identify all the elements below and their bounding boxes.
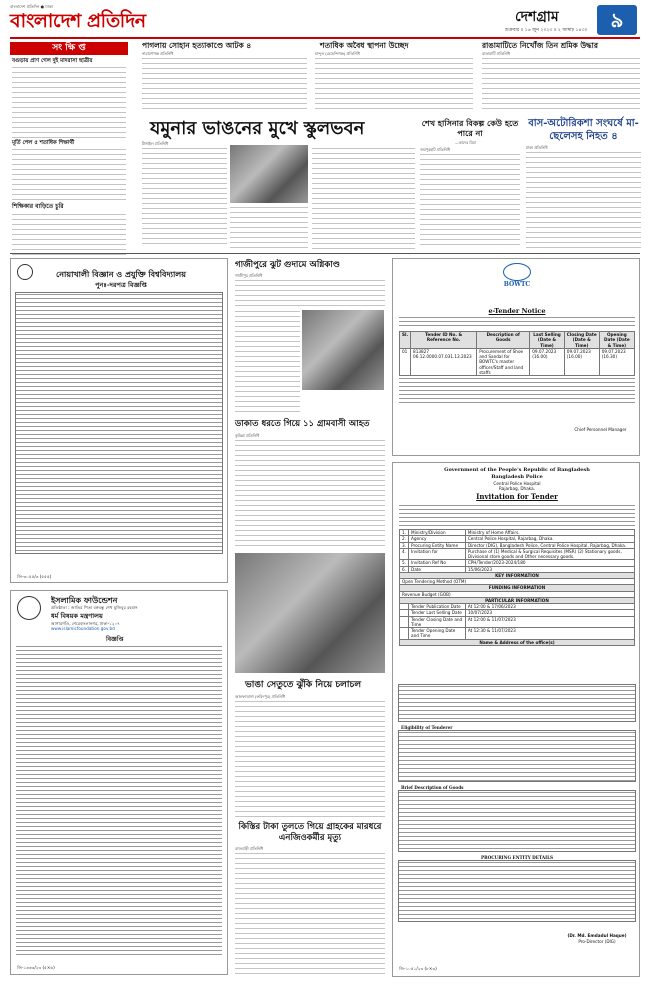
body-bridge (235, 700, 385, 818)
sankhipta-body-2 (12, 148, 126, 200)
police-eligibility: Eligibility of Tenderer (401, 725, 453, 730)
bowtc-col: Description of Goods (477, 332, 530, 349)
police-sign-title: Pro-Director (DIG) (578, 939, 616, 944)
police-sign-name: (Dr. Md. Emdadul Haque) (567, 933, 627, 938)
bowtc-signature: Chief Personnel Manager (574, 427, 627, 432)
police-row-num: 1. (400, 530, 409, 536)
headline-gazipur[interactable]: গাজীপুরে ঝুট গুদামে অগ্নিকাণ্ড (235, 260, 340, 270)
police-table (399, 529, 635, 646)
police-particular: PARTICULAR INFORMATION (400, 597, 635, 603)
if-address: আগারগাঁও, শেরেবাংলানগর, ঢাকা-১২০৭ (51, 621, 121, 626)
police-row-key: Date (409, 566, 466, 572)
byline-pagla: নারায়ণগঞ্জ প্রতিনিধি (142, 51, 174, 56)
headline-bus[interactable]: বাস-অটোরিকশা সংঘর্ষে মা-ছেলেসহ নিহত ৪ (528, 118, 639, 142)
police-row-key: Invitation for (409, 548, 466, 560)
bowtc-org: BOWTC (503, 281, 531, 288)
police-ad[interactable] (392, 462, 640, 977)
police-dept: Bangladesh Police (491, 474, 543, 480)
byline-bus: ঢাকা প্রতিনিধি (526, 145, 548, 150)
bowtc-cell: 09.07.2023 (16.00) (564, 348, 599, 375)
section-title: দেশগ্রাম (515, 9, 559, 25)
if-sub: প্রতিষ্ঠাতা : জাতির পিতা বঙ্গবন্ধু শেখ মুজিবুর রহমান (51, 605, 138, 610)
police-budget: Revenue Budget (GOB) (400, 591, 635, 597)
bowtc-logo-icon (503, 263, 531, 281)
byline-kisti: রাজবাড়ী প্রতিনিধি (235, 846, 264, 851)
nstu-footer: জি-৩০৫৫/৩ (৫৫৫) (17, 574, 52, 579)
police-row-key: Procuring Entity Name (409, 542, 466, 548)
police-title: Invitation for Tender (476, 492, 558, 501)
bowtc-intro (399, 316, 635, 328)
body-sheikh (420, 153, 520, 249)
police-proc-body (399, 861, 635, 921)
police-offices-body (399, 685, 635, 721)
divider-mid (10, 253, 640, 254)
if-ministry: ধর্ম বিষয়ক মন্ত্রণালয় (51, 612, 103, 620)
police-open-value: At 12:30 & 11/07/2023 (465, 628, 634, 640)
photo-school[interactable] (230, 145, 308, 203)
byline-dakat: কুমিল্লা প্রতিনিধি (235, 433, 260, 438)
bowtc-cell: 813827 06.12.0000.07.031.13.2023 (411, 348, 477, 375)
headline-bridge[interactable]: ভাঙা সেতুতে ঝুঁকি নিয়ে চলাচল (245, 680, 362, 690)
police-eligibility-body (399, 731, 635, 781)
police-unit: Central Police Hospital (493, 481, 541, 486)
police-close-value: At 12:00 & 11/07/2023 (465, 616, 634, 628)
nstu-ad[interactable] (10, 258, 228, 583)
body-rangamati (482, 57, 640, 112)
police-offices: Name & Address of the office(s) (400, 639, 635, 645)
police-place: Rajarbag, Dhaka. (498, 486, 536, 491)
body-kisti (235, 852, 385, 977)
headline-century[interactable]: শতাধিক অবৈধ স্থাপনা উচ্ছেদ (320, 41, 409, 50)
byline-gazipur: গাজীপুর প্রতিনিধি (235, 273, 263, 278)
sankhipta-head-1: বগুড়ায় প্রাণ গেল দুই মাদরাসা ছাত্রীর (12, 58, 93, 64)
body-bus (526, 151, 641, 249)
headline-pagla[interactable]: পাগলায় সোহান হত্যাকাণ্ডে আটক ৪ (142, 41, 252, 50)
bowtc-title: e-Tender Notice (488, 307, 546, 315)
police-row-num: 4. (400, 548, 409, 560)
police-intro (399, 504, 635, 526)
if-logo-icon (17, 596, 41, 620)
body-century (315, 57, 473, 112)
bowtc-col: Closing Date (Date & Time) (564, 332, 599, 349)
police-method: Open Tendering Method (OTM) (400, 579, 635, 585)
headline-kisti[interactable]: কিস্তির টাকা তুলতে গিয়ে গ্রাহকের মারধরে এনজিওকর্মীর মৃত্যু (238, 822, 382, 843)
headline-rangamati[interactable]: রাঙামাটিতে নিখোঁজ তিন শ্রমিক উদ্ধার (482, 41, 598, 50)
body-gazipur-2 (235, 310, 300, 415)
if-footer: জি-১৩৩৩/২৩ (৫×৬) (17, 965, 55, 970)
police-pub-label: Tender Publication Date (409, 604, 466, 610)
masthead-rule (10, 37, 640, 39)
police-row-num: 3. (400, 542, 409, 548)
newspaper-logo[interactable]: বাংলাদেশ প্রতিদিন (10, 10, 146, 32)
police-footer: জি-১০৫১/২৩ (৮×৩) (399, 966, 437, 971)
photo-fire[interactable] (302, 310, 384, 390)
dateline: শুক্রবার ॥ ১৬ জুন ২০২৩ ॥ ২ আষাঢ় ১৪৩০ (505, 28, 588, 33)
sankhipta-body-3 (12, 213, 126, 255)
photo-bridge[interactable] (235, 553, 385, 673)
if-website[interactable]: www.islamicfoundation.gov.bd (51, 626, 115, 631)
bowtc-col: Opening Date (Date & Time) (599, 332, 634, 349)
headline-sheikh[interactable]: শেখ হাসিনার বিকল্প কেউ হতে পারে না (421, 118, 519, 138)
if-title: ইসলামিক ফাউন্ডেশন (51, 595, 118, 605)
police-proc: PROCURING ENTITY DETAILS (480, 855, 554, 860)
bowtc-col: Last Selling (Date & Time) (530, 332, 565, 349)
byline-century: চান্দুল (মেহেন্দিগঞ্জ) প্রতিনিধি (315, 51, 360, 56)
byline-rangamati: রাঙামাটি প্রতিনিধি (482, 51, 510, 56)
police-row-key: Agency (409, 536, 466, 542)
body-jamuna-1 (142, 147, 227, 247)
bowtc-cell: Procurement of Shoe and Sandal for BOWTC's master officer/Staff and land staffs (477, 348, 530, 375)
headline-jamuna[interactable]: যমুনার ভাঙনের মুখে স্কুলভবন (150, 118, 365, 139)
if-label: বিজ্ঞপ্তি (106, 636, 124, 643)
bowtc-col: Tender ID No. & Reference No. (411, 332, 477, 349)
nstu-sub: পুনঃ-দরপত্র বিজ্ঞপ্তি (95, 281, 147, 289)
sankhipta-head-3: শিক্ষিকার বাড়িতে চুরি (12, 203, 64, 210)
sankhipta-body-1 (12, 66, 126, 138)
if-ad[interactable] (10, 590, 228, 975)
body-dakat (235, 439, 385, 549)
police-row-val: Central Police Hospital, Rajarbag, Dhaka. (465, 536, 634, 542)
bowtc-col: Sl. (400, 332, 411, 349)
police-row-val: Director (DIG), Bangladesh Police, Central Police Hospital, Rajarbag, Dhaka. (465, 542, 634, 548)
body-jamuna-3 (312, 147, 415, 249)
page-number: ৯ (597, 5, 637, 35)
bowtc-table (399, 331, 635, 376)
body-jamuna-2 (230, 206, 308, 249)
body-pagla (142, 57, 307, 112)
masthead-tagline: বাংলাদেশ প্রতিদিন ● ঢাকা (10, 4, 53, 9)
police-open-label: Tender Opening Date and Time (409, 628, 466, 640)
police-close-label: Tender Closing Date and Time (409, 616, 466, 628)
police-sell-label: Tender Last Selling Date (409, 610, 466, 616)
bowtc-notes (399, 377, 635, 405)
if-body (16, 645, 222, 955)
sankhipta-header: সং ক্ষি প্ত (10, 42, 128, 55)
police-pub-value: At 12:00 & 17/06/2023 (465, 604, 634, 610)
police-row-val: Ministry of Home Affairs. (465, 530, 634, 536)
police-sell-value: 10/07/2023 (465, 610, 634, 616)
police-row-val: CPH/Tender/2023-2024/180 (465, 560, 634, 566)
police-row-num: 6. (400, 566, 409, 572)
police-brief: Brief Description of Goods (401, 785, 464, 790)
headline-dakat[interactable]: ডাকাত ধরতে গিয়ে ১১ গ্রামবাসী আহত (235, 419, 370, 429)
police-gov: Government of the People's Republic of Bangladesh (444, 467, 590, 473)
police-row-key: Invitation Ref No (409, 560, 466, 566)
police-row-val: 15/06/2023 (465, 566, 634, 572)
bowtc-cell: 09.07.2023 (16.30) (599, 348, 634, 375)
byline-jamuna: টাঙ্গাইল প্রতিনিধি (142, 141, 169, 146)
bowtc-cell: 01 (400, 348, 411, 375)
police-row-num: 2. (400, 536, 409, 542)
police-brief-body (399, 791, 635, 851)
place-sheikh: জয়পুরহাট প্রতিনিধি (420, 147, 451, 152)
police-funding: FUNDING INFORMATION (400, 585, 635, 591)
nstu-table (16, 293, 222, 553)
bowtc-cell: 09.07.2023 (16.00) (530, 348, 565, 375)
police-row-num: 5. (400, 560, 409, 566)
nstu-title: নোয়াখালী বিজ্ঞান ও প্রযুক্তি বিশ্ববিদ্যালয় (56, 269, 186, 279)
body-gazipur-1 (235, 279, 385, 307)
police-row-val: Purchase of (1) Medical & Surgical Requisites (MSR) (2) Stationary goods, Divisional store goods and Other necessary goods. (465, 548, 634, 560)
byline-sheikh: —কাদের মিয়া (455, 140, 476, 145)
sankhipta-head-2: মূর্তি পেল ৫ শতাধিক শিক্ষার্থী (12, 140, 75, 146)
byline-bridge: আলফাডাঙ্গা (ফরিদপুর) প্রতিনিধি (235, 694, 285, 699)
police-key-info: KEY INFORMATION (400, 572, 635, 578)
bowtc-ad[interactable] (392, 258, 640, 456)
police-row-key: Ministry/Division (409, 530, 466, 536)
